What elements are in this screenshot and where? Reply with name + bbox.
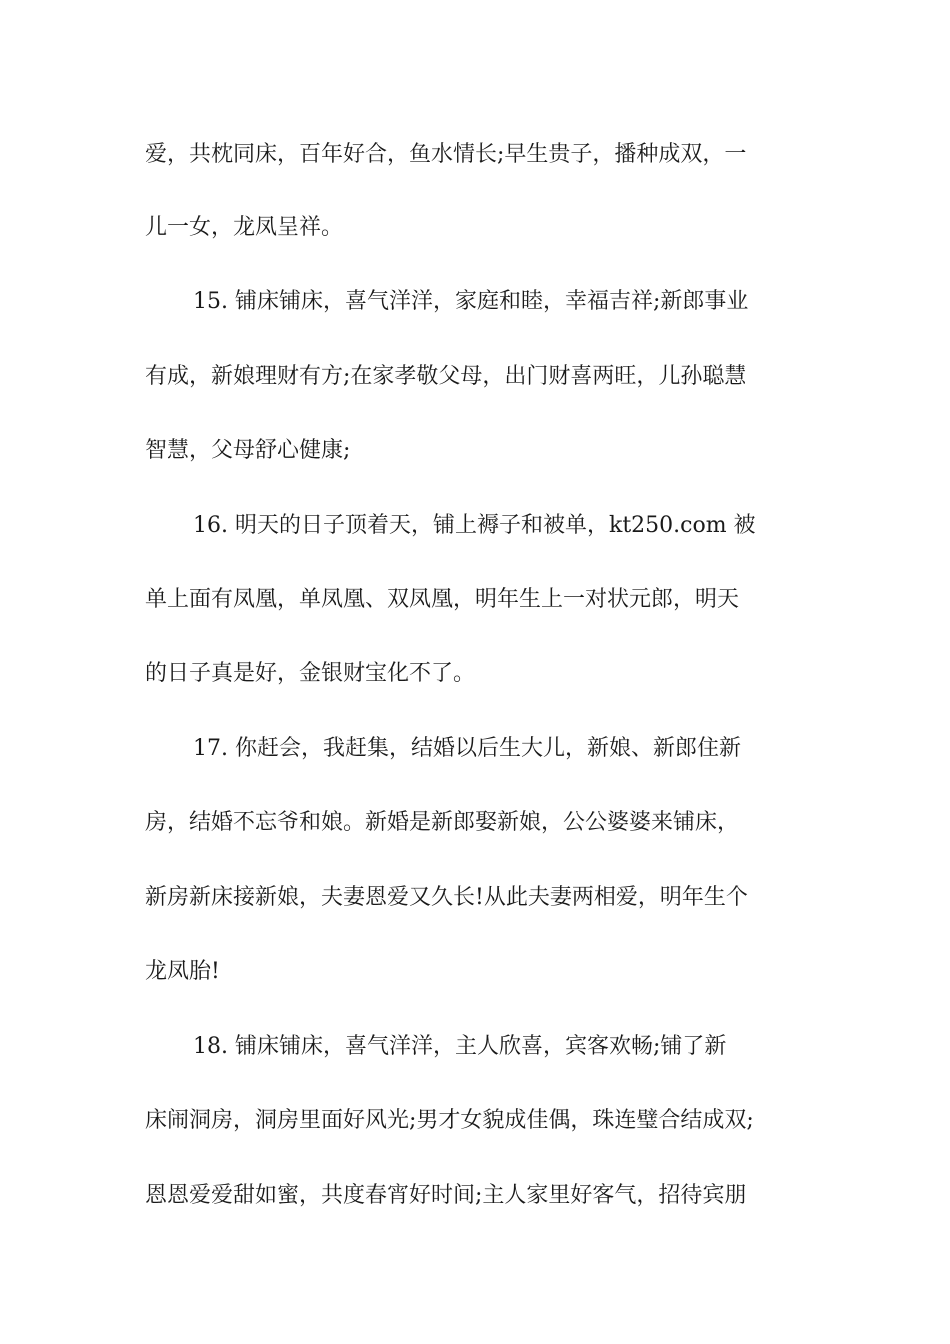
text-line: 15. 铺床铺床，喜气洋洋，家庭和睦，幸福吉祥;新郎事业 [193, 289, 749, 314]
text-line: 有成，新娘理财有方;在家孝敬父母，出门财喜两旺，儿孙聪慧 [145, 364, 747, 389]
text-line: 儿一女，龙凤呈祥。 [145, 215, 344, 240]
text-line: 龙凤胎! [145, 959, 220, 984]
text-line: 单上面有凤凰，单凤凰、双凤凰，明年生上一对状元郎，明天 [145, 587, 740, 612]
text-line: 新房新床接新娘，夫妻恩爱又久长!从此夫妻两相爱，明年生个 [145, 885, 748, 910]
text-line: 的日子真是好，金银财宝化不了。 [145, 661, 476, 686]
text-line: 房，结婚不忘爷和娘。新婚是新郎娶新娘，公公婆婆来铺床， [145, 810, 740, 835]
text-line: 16. 明天的日子顶着天，铺上褥子和被单，kt250.com 被 [193, 513, 756, 538]
text-line: 18. 铺床铺床，喜气洋洋，主人欣喜，宾客欢畅;铺了新 [193, 1034, 727, 1059]
text-line: 17. 你赶会，我赶集，结婚以后生大儿，新娘、新郎住新 [193, 736, 741, 761]
text-line: 智慧，父母舒心健康; [145, 438, 351, 463]
text-line: 爱，共枕同床，百年好合，鱼水情长;早生贵子，播种成双，一 [145, 142, 747, 167]
text-line: 床闹洞房，洞房里面好风光;男才女貌成佳偶，珠连璧合结成双; [145, 1108, 754, 1133]
text-line: 恩恩爱爱甜如蜜，共度春宵好时间;主人家里好客气，招待宾朋 [145, 1183, 747, 1208]
